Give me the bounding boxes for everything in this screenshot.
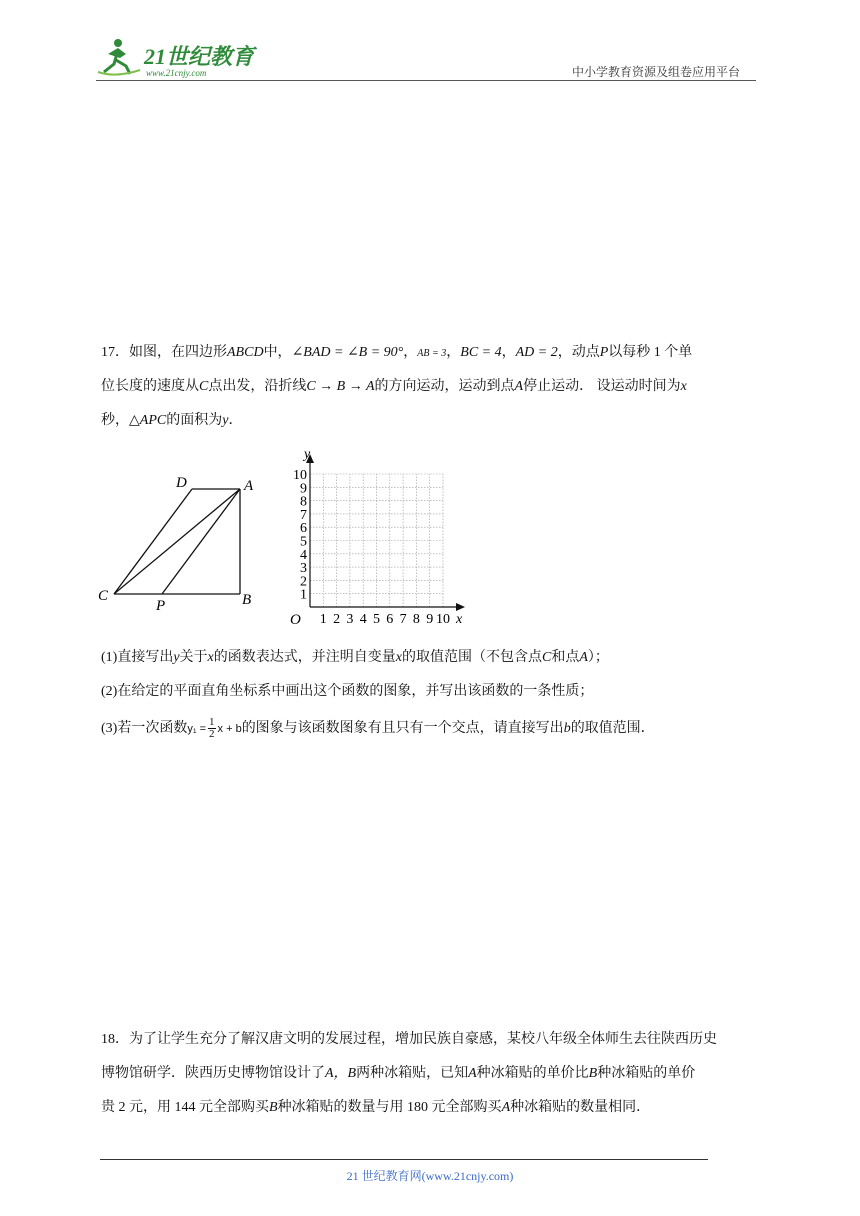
header-divider [96,80,756,81]
triangle-apc: △APC [129,413,167,428]
angle-condition: ∠BAD = ∠B = 90° [291,345,404,360]
q17-text: 的取值范围（不包含点 [401,650,542,665]
point-a: A [514,379,524,394]
quadrilateral-figure [94,468,264,618]
q17-text: 的方向运动，运动到点 [374,379,515,394]
q18-text: 两种冰箱贴，已知 [356,1066,469,1081]
fraction-one-half [208,717,216,740]
y-tick-label: 9 [300,481,307,497]
q17-text: 如图，在四边形 [129,345,227,360]
var-y: y [222,413,229,428]
fraction-numerator: 1 [209,716,215,729]
var-y: y [173,650,180,665]
q17-line-1: 17．如图，在四边形ABCD中，∠BAD = ∠B = 90°，AB = 3，BC = 4，AD = 2，动点P以每秒 1 个单 [101,345,693,360]
label-d: D [176,475,187,491]
q18-text: 种冰箱贴的数量与用 180 元全部购买 [277,1100,502,1115]
q17-text: 和点 [551,650,580,665]
q17-line-2 [101,378,687,396]
q17-number: 17． [101,345,129,360]
x-axis-label: x [456,612,463,627]
q18-line-3 [101,1099,650,1117]
y-tick-labels [293,468,307,603]
segment-ca [114,489,240,594]
q17-text: ）； [587,650,609,665]
q18-text: 种冰箱贴的单价比 [476,1066,589,1081]
segment-cd [114,489,192,594]
q18-text: 种冰箱贴的单价 [597,1066,696,1081]
x-tick-label: 6 [386,612,394,627]
q17-text: ，动点 [557,345,600,360]
y-tick-label: 1 [300,587,307,603]
q17-sub-1 [101,649,609,667]
q18-line-1: 18．为了让学生充分了解汉唐文明的发展过程，增加民族自豪感，某校八年级全体师生去往陕西历史 [101,1032,717,1047]
item-a: A [501,1100,511,1115]
fraction-denominator: 2 [209,728,215,741]
point-a: A [579,650,588,665]
x-tick-label: 7 [399,612,407,627]
y-tick-label: 7 [300,507,307,523]
y-tick-label: 5 [300,534,307,550]
q17-text: (3)若一次函数 [101,721,188,736]
x-tick-labels [320,612,450,627]
q17-text: 的图象与该函数图象有且只有一个交点，请直接写出 [241,721,564,736]
x-tick-label: 3 [346,612,354,627]
q17-sub-2: (2)在给定的平面直角坐标系中画出这个函数的图象，并写出该函数的一条性质； [101,684,594,699]
y-tick-label: 3 [300,561,307,577]
q17-text: 以每秒 1 个单 [608,345,693,360]
q17-text: 中， [263,345,292,360]
grid-lines [310,474,443,607]
site-logo [96,34,266,82]
item-a: A [468,1066,477,1081]
logo-url: www.21cnjy.com [146,68,207,78]
coordinate-grid [280,446,470,628]
q17-text: 位长度的速度从 [101,379,199,394]
y-axis-label: y [304,447,311,462]
point-c: C [199,379,209,394]
q18-text: 种冰箱贴的数量相同． [510,1100,651,1115]
label-p: P [156,598,166,614]
q17-text: 的面积为 [166,413,223,428]
q17-line-3 [101,412,242,430]
origin-label: O [290,612,301,628]
x-tick-label: 10 [436,612,450,627]
q17-text: 的函数表达式，并注明自变量 [213,650,396,665]
items-ab: A，B [325,1066,357,1081]
var-b: b [563,721,571,736]
label-c: C [98,588,109,604]
logo-text: 21世纪教育 [144,44,255,69]
point-c: C [541,650,552,665]
x-tick-label: 1 [319,612,327,627]
q17-text: 的取值范围． [570,721,655,736]
point-p: P [599,345,609,360]
x-tick-label: 2 [333,612,341,627]
x-tick-label: 5 [373,612,380,627]
item-b: B [269,1100,278,1115]
q17-text: ． [228,413,243,428]
footer-link[interactable]: 21 世纪教育网(www.21cnjy.com) [346,1169,514,1183]
q18-line-2 [101,1065,695,1083]
ad-length: AD = 2 [515,345,558,360]
y-tick-label: 10 [293,468,307,483]
linear-function-rhs: x + b [217,723,242,735]
segment-pa [162,489,240,594]
y-tick-label: 2 [300,574,307,590]
q17-text: (1)直接写出 [101,650,174,665]
y-tick-label: 8 [300,494,307,510]
runner-icon [98,39,140,75]
quad-abcd: ABCD [227,345,264,360]
var-x: x [207,650,214,665]
ab-length: AB = 3 [417,348,447,359]
q18-text: 贵 2 元，用 144 元全部购买 [101,1100,269,1115]
footer-divider [100,1159,708,1160]
item-b: B [588,1066,598,1081]
bc-length: BC = 4 [460,345,502,360]
path-cba: C → B → A [306,379,375,394]
x-tick-label: 9 [426,612,434,627]
site-name: 中小学教育资源及组卷应用平台 [572,65,741,79]
label-a: A [244,478,254,494]
y-tick-label: 4 [300,547,307,563]
q18-text: 博物馆研学．陕西历史博物馆设计了 [101,1066,325,1081]
q17-text: 秒， [101,413,129,428]
var-x: x [395,650,402,665]
q17-text: 关于 [179,650,208,665]
q17-text: 停止运动． 设运动时间为 [523,379,681,394]
x-tick-label: 8 [412,612,420,627]
var-x: x [680,379,687,394]
q17-sub-3 [101,712,655,746]
q17-text: 点出发，沿折线 [208,379,307,394]
x-axis-arrow [456,603,465,611]
x-tick-label: 4 [359,612,367,627]
linear-function-lhs: y₁ = [187,723,207,735]
label-b: B [242,592,252,608]
y-tick-label: 6 [300,521,307,537]
